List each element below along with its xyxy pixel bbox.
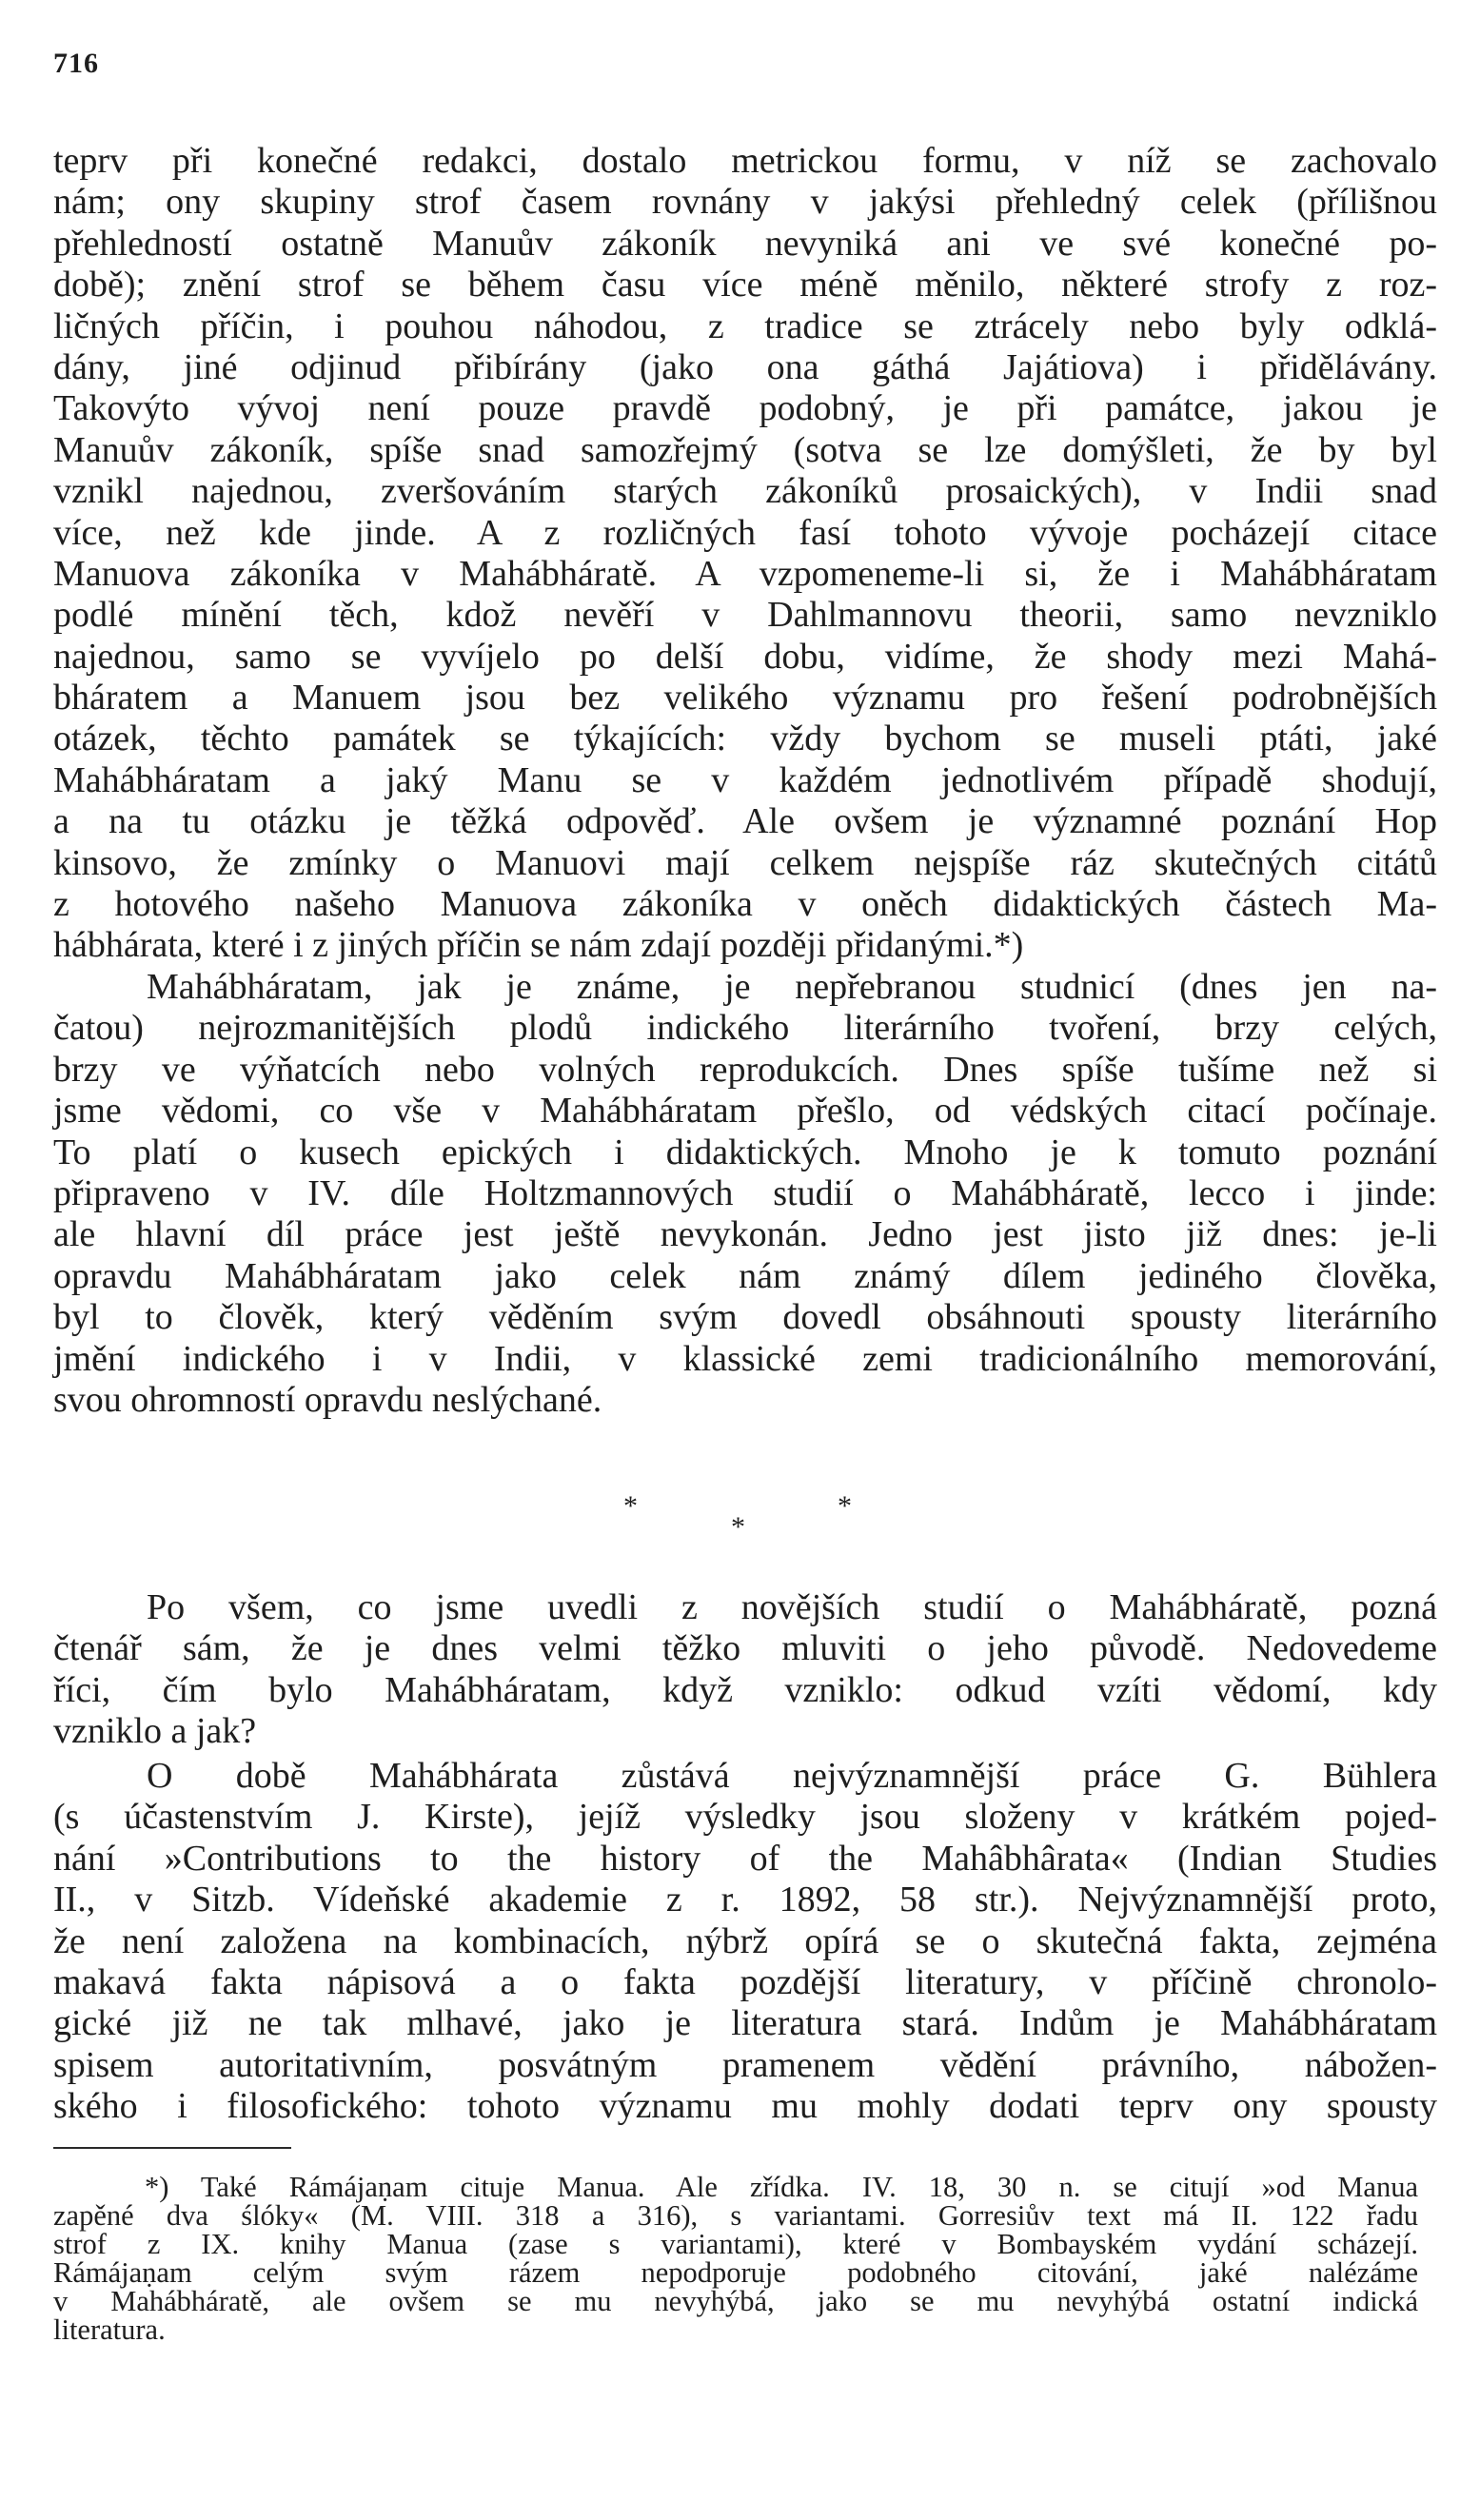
footnote-line: *) Také Rámájaṇam cituje Manua. Ale zřídka. IV. 18, 30 n. se citují »od Manua <box>145 2171 1418 2203</box>
paragraph-continuation <box>53 141 1437 967</box>
footnote-line: Rámájaṇam celým svým rázem nepodporuje podobného citování, jaké nalézáme <box>53 2256 1418 2289</box>
text-line: nání »Contributions to the history of the Mahâbhârata« (Indian Studies <box>53 1838 1437 1879</box>
asterisk: * <box>731 1511 745 1543</box>
text-line: brzy ve výňatcích nebo volných reprodukcích. Dnes spíše tušíme než si <box>53 1049 1437 1090</box>
text-line: Takovýto vývoj není pouze pravdě podobný, je při památce, jakou je <box>53 388 1437 429</box>
footnote-line: strof z IX. knihy Manua (zase s variantami), které v Bombayském vydání scházejí. <box>53 2228 1418 2260</box>
text-line: době); znění strof se během času více méně měnilo, některé strofy z roz- <box>53 265 1437 305</box>
text-line: teprv při konečné redakci, dostalo metrickou formu, v níž se zachovalo <box>53 141 1437 181</box>
text-line: Manuův zákoník, spíše snad samozřejmý (sotva se lze domýšleti, že by byl <box>53 429 1437 470</box>
text-line: O době Mahábhárata zůstává nejvýznamnější práce G. Bühlera <box>147 1756 1437 1796</box>
text-line: Mahábháratam, jak je známe, je nepřebranou studnicí (dnes jen na- <box>147 967 1437 1007</box>
text-line: makavá fakta nápisová a o fakta pozdější literatury, v příčině chronolo- <box>53 1961 1437 2002</box>
text-line: jsme vědomi, co vše v Mahábháratam přešlo, od védských citací počínaje. <box>53 1091 1437 1132</box>
text-line: nám; ony skupiny strof časem rovnány v jakýsi přehledný celek (přílišnou <box>53 182 1437 223</box>
text-line: čatou) nejrozmanitějších plodů indického literárního tvoření, brzy celých, <box>53 1008 1437 1049</box>
text-line: svou ohromností opravdu neslýchané. <box>53 1379 602 1420</box>
text-line: (s účastenstvím J. Kirste), jejíž výsledky jsou složeny v krátkém pojed- <box>53 1797 1437 1838</box>
text-line: čtenář sám, že je dnes velmi těžko mluviti o jeho původě. Nedovedeme <box>53 1628 1437 1669</box>
text-line: ského i filosofického: tohoto významu mu mohly dodati teprv ony spousty <box>53 2086 1437 2127</box>
text-line: více, než kde jinde. A z rozličných fasí tohoto vývoje pocházejí citace <box>53 512 1437 553</box>
text-line: otázek, těchto památek se týkajících: vždy bychom se museli ptáti, jaké <box>53 719 1437 759</box>
footnote-line: v Mahábháratě, ale ovšem se mu nevyhýbá, jako se mu nevyhýbá ostatní indická <box>53 2285 1418 2317</box>
paragraph-mahabharatam <box>53 967 1437 1421</box>
text-line: jmění indického i v Indii, v klassické zemi tradicionálního memorování, <box>53 1338 1437 1379</box>
text-line: kinsovo, že zmínky o Manuovi mají celkem nejspíše ráz skutečných citátů <box>53 842 1437 883</box>
paragraph-buhler <box>53 1756 1437 2128</box>
text-line: Po všem, co jsme uvedli z novějších studií o Mahábháratě, pozná <box>147 1587 1437 1627</box>
section-separator <box>0 1490 1480 1547</box>
text-line: z hotového našeho Manuova zákoníka v oněch didaktických částech Ma- <box>53 884 1437 925</box>
text-line: byl to člověk, který věděním svým dovedl obsáhnouti spousty literárního <box>53 1297 1437 1338</box>
paragraph-origin-question <box>53 1587 1437 1753</box>
text-line: opravdu Mahábháratam jako celek nám známý dílem jediného člověka, <box>53 1255 1437 1296</box>
text-line: vzniklo a jak? <box>53 1711 257 1752</box>
text-line: II., v Sitzb. Vídeňské akademie z r. 1892, 58 str.). Nejvýznamnější proto, <box>53 1880 1437 1920</box>
text-line: říci, čím bylo Mahábháratam, když vzniklo: odkud vzíti vědomí, kdy <box>53 1669 1437 1710</box>
text-line: podlé mínění těch, kdož nevěří v Dahlmannovu theorii, samo nevzniklo <box>53 595 1437 636</box>
page-number: 716 <box>53 48 99 79</box>
text-line: a na tu otázku je těžká odpověď. Ale ovšem je významné poznání Hop <box>53 801 1437 842</box>
text-line: hábhárata, které i z jiných příčin se nám zdají později přidanými.*) <box>53 925 1024 966</box>
text-line: Mahábháratam a jaký Manu se v každém jednotlivém případě shodují, <box>53 759 1437 800</box>
footnote-line: zapěné dva ślóky« (M. VIII. 318 a 316), s variantami. Gorresiův text má II. 122 řadu <box>53 2199 1418 2232</box>
text-line: bháratem a Manuem jsou bez velikého významu pro řešení podrobnějších <box>53 678 1437 719</box>
text-line: dány, jiné odjinud přibírány (jako ona gáthá Jajátiova) i přidělávány. <box>53 346 1437 387</box>
text-line: spisem autoritativním, posvátným pramenem vědění právního, nábožen- <box>53 2044 1437 2085</box>
text-line: přehledností ostatně Manuův zákoník nevyniká ani ve své konečné po- <box>53 223 1437 264</box>
text-line: To platí o kusech epických i didaktických. Mnoho je k tomuto poznání <box>53 1132 1437 1172</box>
footnote <box>53 2173 1418 2344</box>
asterisk: * <box>623 1490 638 1522</box>
footnote-rule <box>53 2147 291 2149</box>
asterisk: * <box>838 1490 852 1522</box>
text-line: že není založena na kombinacích, nýbrž opírá se o skutečná fakta, zejména <box>53 1920 1437 1961</box>
text-line: připraveno v IV. díle Holtzmannových studií o Mahábháratě, lecco i jinde: <box>53 1172 1437 1213</box>
footnote-line: literatura. <box>53 2313 166 2346</box>
text-line: najednou, samo se vyvíjelo po delší dobu, vidíme, že shody mezi Mahá- <box>53 636 1437 677</box>
text-line: gické již ne tak mlhavé, jako je literatura stará. Indům je Mahábháratam <box>53 2003 1437 2044</box>
text-line: ale hlavní díl práce jest ještě nevykonán. Jedno jest jisto již dnes: je-li <box>53 1214 1437 1255</box>
text-line: ličných příčin, i pouhou náhodou, z tradice se ztrácely nebo byly odklá- <box>53 305 1437 346</box>
text-line: vznikl najednou, zveršováním starých zákoníků prosaických), v Indii snad <box>53 471 1437 512</box>
text-line: Manuova zákoníka v Mahábháratě. A vzpomeneme-li si, že i Mahábháratam <box>53 553 1437 594</box>
